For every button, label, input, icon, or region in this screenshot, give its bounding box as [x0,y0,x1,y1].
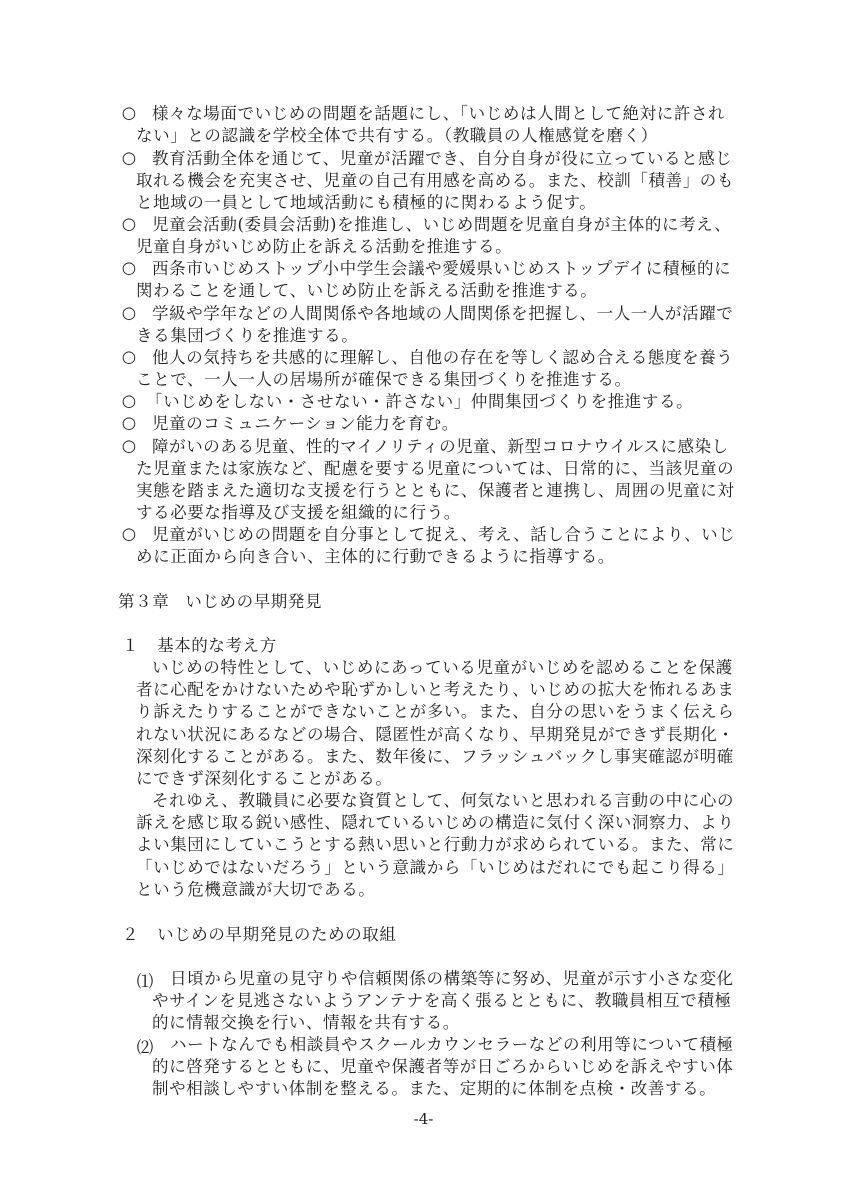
item-line: 日頃から児童の見守りや信頼関係の構築等に努め、児童が示す小さな変化 [170,969,734,988]
item-marker: ⑵ [136,1038,154,1057]
bullet-line: ことで、一人一人の居場所が確保できる集団づくりを推進する。 [136,370,632,389]
paragraph-line: 深刻化することがある。また、数年後に、フラッシュバックし事実確認が明確 [136,747,734,766]
bullet-marker: ○ [121,524,137,543]
paragraph-line: よい集団にしていこうとする熱い思いと行動力が求められている。また、常に [136,835,735,854]
chapter-heading [118,591,322,613]
section-heading [122,924,397,946]
bullet-line: た児童または家族など、配慮を要する児童については、日常的に、当該児童の [136,459,735,478]
bullet-line: する必要な指導及び支援を組織的に行う。 [136,503,461,522]
item-line: ハートなんでも相談員やスクールカウンセラーなどの利用等について積極 [170,1035,734,1054]
bullet-line: めに正面から向き合い、主体的に行動できるように指導する。 [136,547,615,566]
bullet-line: 他人の気持ちを共感的に理解し、自他の存在を等しく認め合える態度を養う [152,348,734,367]
section-title: 基本的な考え方 [157,636,277,655]
paragraph-line: という危機意識が大切である。 [136,880,376,899]
paragraph-line: れない状況にあるなどの場合、隠匿性が高くなり、早期発見ができず長期化・ [136,725,735,744]
paragraph-line: にできず深刻化することがある。 [136,769,393,788]
bullet-marker: ○ [121,413,137,432]
bullet-line: ない」との認識を学校全体で共有する。（教職員の人権感覚を磨く） [136,126,658,145]
bullet-line: 実態を踏まえた適切な支援を行うとともに、保護者と連携し、周囲の児童に対 [136,481,735,500]
paragraph-line: いじめの特性として、いじめにあっている児童がいじめを認めることを保護 [152,658,733,677]
bullet-line: 取れる機会を充実させ、児童の自己有用感を高める。また、校訓「積善」のも [136,171,735,190]
bullet-line: 「いじめをしない・させない・許さない」仲間集団づくりを推進する。 [146,392,694,411]
bullet-line: 教育活動全体を通じて、児童が活躍でき、自分自身が役に立っていると感じ [152,149,733,168]
bullet-marker: ○ [121,347,137,366]
paragraph-line: 「いじめではないだろう」という意識から「いじめはだれにでも起こり得る」 [136,858,735,877]
section-title: いじめの早期発見のための取組 [157,925,397,944]
item-line: やサインを見逃さないようアンテナを高く張るとともに、教職員相互で積極 [152,991,732,1010]
bullet-line: と地域の一員として地域活動にも積極的に関わるよう促す。 [136,193,597,212]
bullet-line: 西条市いじめストップ小中学生会議や愛媛県いじめストップデイに積極的に [152,259,732,278]
bullet-line: 障がいのある児童、性的マイノリティの児童、新型コロナウイルスに感染し [152,437,729,456]
section-number: ２ [122,925,140,944]
bullet-line: 関わることを通して、いじめ防止を訴える活動を推進する。 [136,281,598,300]
section-number: １ [122,636,140,655]
section-heading [122,635,277,657]
paragraph-line: り訴えたりすることができないことが多い。また、自分の思いをうまく伝えら [136,702,735,721]
bullet-line: 学級や学年などの人間関係や各地域の人間関係を把握し、一人一人が活躍で [152,304,734,323]
chapter-title: いじめの早期発見 [185,592,323,611]
bullet-marker: ○ [121,103,137,122]
page-number: -4- [413,1110,434,1128]
bullet-marker: ○ [121,391,137,410]
bullet-marker: ○ [121,148,137,167]
bullet-marker: ○ [121,258,137,277]
item-line: 的に啓発するとともに、児童や保護者等が日ごろからいじめを訴えやすい体 [152,1057,734,1076]
bullet-line: 児童会活動(委員会活動)を推進し、いじめ問題を児童自身が主体的に考え、 [152,215,732,234]
paragraph-line: それゆえ、教職員に必要な資質として、何気ないと思われる言動の中に心の [152,791,735,810]
item-marker: ⑴ [136,972,154,991]
bullet-marker: ○ [121,436,137,455]
bullet-marker: ○ [121,214,137,233]
bullet-line: 様々な場面でいじめの問題を話題にし、「いじめは人間として絶対に許され [152,104,726,123]
item-line: 的に情報交換を行い、情報を共有する。 [152,1013,460,1032]
paragraph-line: 訴えを感じ取る鋭い感性、隠れているいじめの構造に気付く深い洞察力、より [136,813,735,832]
bullet-line: 児童のコミュニケーション能力を育む。 [152,414,459,433]
item-line: 制や相談しやすい体制を整える。また、定期的に体制を点検・改善する。 [152,1079,717,1098]
bullet-marker: ○ [121,303,137,322]
bullet-line: 児童がいじめの問題を自分事として捉え、考え、話し合うことにより、いじ [152,525,736,544]
chapter-label: 第３章 [118,592,170,611]
bullet-line: 児童自身がいじめ防止を訴える活動を推進する。 [136,237,513,256]
paragraph-line: 者に心配をかけないためや恥ずかしいと考えたり、いじめの拡大を怖れるあま [136,680,735,699]
bullet-line: きる集団づくりを推進する。 [136,326,359,345]
